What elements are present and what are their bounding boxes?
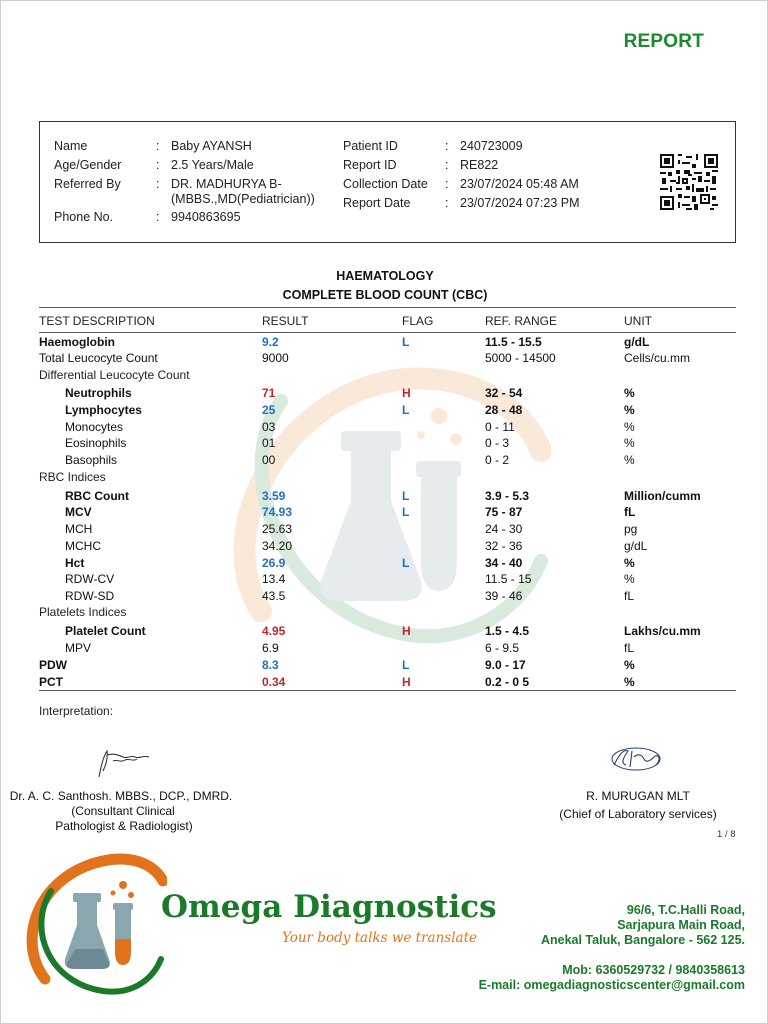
result-cell: 71	[262, 386, 276, 400]
test-title: COMPLETE BLOOD COUNT (CBC)	[282, 288, 488, 302]
result-cell: 4.95	[262, 624, 286, 638]
flag-cell: H	[402, 386, 411, 400]
test-description-cell: Hct	[65, 556, 85, 570]
header-bottom-rule	[39, 332, 736, 333]
signatory-left-title-1: (Consultant Clinical	[71, 804, 175, 818]
test-description-cell: Haemoglobin	[39, 335, 116, 349]
test-description-cell: MCHC	[65, 539, 101, 553]
unit-cell: Million/cumm	[624, 489, 701, 503]
result-cell: 26.9	[262, 556, 286, 570]
table-row	[1, 402, 768, 418]
test-description-cell: Platelet Count	[65, 624, 146, 638]
result-cell: 8.3	[262, 658, 279, 672]
report-date-label: Report Date	[343, 196, 411, 210]
phone-label: Phone No.	[54, 210, 114, 224]
test-description-cell: MCH	[65, 522, 93, 536]
reference-range-cell: 32 - 36	[485, 539, 523, 553]
contact-email: E-mail: omegadiagnosticscenter@gmail.com	[478, 978, 745, 992]
separator: :	[156, 177, 160, 191]
test-description-cell: RBC Count	[65, 489, 129, 503]
test-description-cell: RBC Indices	[39, 470, 106, 484]
result-cell: 01	[262, 436, 276, 450]
test-description-cell: RDW-SD	[65, 589, 115, 603]
test-description-cell: Total Leucocyte Count	[39, 351, 158, 365]
test-description-cell: Differential Leucocyte Count	[39, 368, 190, 382]
signature-right	[606, 743, 668, 775]
signatory-left-title-2: Pathologist & Radiologist)	[55, 819, 193, 833]
separator: :	[156, 139, 160, 153]
column-header-flag: FLAG	[402, 314, 434, 328]
result-cell: 9.2	[262, 335, 279, 349]
separator: :	[445, 196, 449, 210]
column-header-description: TEST DESCRIPTION	[39, 314, 155, 328]
result-cell: 9000	[262, 351, 289, 365]
report-id-value: RE822	[460, 158, 499, 172]
age-value: 2.5 Years/Male	[171, 158, 254, 172]
result-cell: 6.9	[262, 641, 279, 655]
reference-range-cell: 11.5 - 15	[485, 572, 532, 586]
table-top-rule	[39, 307, 736, 308]
result-cell: 25.63	[262, 522, 293, 536]
collection-date-value: 23/07/2024 05:48 AM	[460, 177, 579, 191]
flag-cell: L	[402, 489, 410, 503]
table-row	[1, 640, 768, 656]
test-description-cell: Lymphocytes	[65, 403, 142, 417]
report-label: REPORT	[623, 31, 704, 52]
table-row	[1, 623, 768, 639]
result-cell: 00	[262, 453, 276, 467]
unit-cell: fL	[624, 589, 635, 603]
age-label: Age/Gender	[54, 158, 122, 172]
unit-cell: pg	[624, 522, 638, 536]
unit-cell: %	[624, 675, 635, 689]
department-title: HAEMATOLOGY	[336, 269, 434, 283]
table-row	[1, 504, 768, 520]
reference-range-cell: 39 - 46	[485, 589, 523, 603]
table-group-row	[1, 469, 768, 485]
table-row	[1, 452, 768, 468]
table-group-row	[1, 367, 768, 383]
table-row	[1, 571, 768, 587]
address-line-1: 96/6, T.C.Halli Road,	[626, 903, 745, 917]
flag-cell: H	[402, 675, 411, 689]
table-bottom-rule	[39, 690, 736, 691]
referred-value-line2: (MBBS.,MD(Pediatrician))	[171, 192, 315, 206]
test-description-cell: Neutrophils	[65, 386, 132, 400]
reference-range-cell: 0 - 3	[485, 436, 510, 450]
test-description-cell: PDW	[39, 658, 67, 672]
unit-cell: %	[624, 436, 635, 450]
separator: :	[156, 210, 160, 224]
table-row	[1, 538, 768, 554]
reference-range-cell: 0 - 11	[485, 420, 515, 434]
flag-cell: L	[402, 335, 410, 349]
page-number: 1 / 8	[717, 829, 736, 840]
address-line-3: Anekal Taluk, Bangalore - 562 125.	[540, 933, 745, 947]
unit-cell: %	[624, 556, 635, 570]
table-group-row	[1, 604, 768, 620]
table-row	[1, 674, 768, 690]
phone-value: 9940863695	[171, 210, 241, 224]
flag-cell: L	[402, 658, 410, 672]
brand-tagline: Your body talks we translate	[282, 930, 477, 946]
result-cell: 34.20	[262, 539, 293, 553]
result-cell: 74.93	[262, 505, 293, 519]
table-row	[1, 588, 768, 604]
separator: :	[445, 139, 449, 153]
result-cell: 13.4	[262, 572, 286, 586]
test-description-cell: RDW-CV	[65, 572, 115, 586]
flag-cell: L	[402, 403, 410, 417]
reference-range-cell: 28 - 48	[485, 403, 523, 417]
collection-date-label: Collection Date	[343, 177, 428, 191]
unit-cell: fL	[624, 505, 636, 519]
patient-id-label: Patient ID	[343, 139, 398, 153]
unit-cell: %	[624, 386, 635, 400]
address-line-2: Sarjapura Main Road,	[617, 918, 745, 932]
result-cell: 0.34	[262, 675, 286, 689]
name-value: Baby AYANSH	[171, 139, 252, 153]
test-description-cell: Monocytes	[65, 420, 124, 434]
signature-left	[93, 745, 157, 781]
flag-cell: H	[402, 624, 411, 638]
unit-cell: g/dL	[624, 335, 650, 349]
column-header-unit: UNIT	[624, 314, 652, 328]
unit-cell: %	[624, 572, 635, 586]
reference-range-cell: 11.5 - 15.5	[485, 335, 542, 349]
reference-range-cell: 75 - 87	[485, 505, 523, 519]
table-row	[1, 350, 768, 366]
test-description-cell: PCT	[39, 675, 63, 689]
contact-mobile: Mob: 6360529732 / 9840358613	[562, 963, 745, 977]
test-description-cell: Eosinophils	[65, 436, 127, 450]
reference-range-cell: 0.2 - 0 5	[485, 675, 530, 689]
report-date-value: 23/07/2024 07:23 PM	[460, 196, 580, 210]
test-description-cell: MPV	[65, 641, 92, 655]
patient-id-value: 240723009	[460, 139, 523, 153]
patient-info-box	[39, 121, 736, 243]
table-row	[1, 419, 768, 435]
table-row	[1, 334, 768, 350]
signatory-left-name: Dr. A. C. Santhosh. MBBS., DCP., DMRD.	[9, 789, 233, 803]
signatory-right-title: (Chief of Laboratory services)	[559, 807, 717, 821]
table-row	[1, 521, 768, 537]
brand-name: Omega Diagnostics	[161, 889, 497, 925]
separator: :	[156, 158, 160, 172]
omega-logo-icon	[25, 851, 167, 997]
table-row	[1, 488, 768, 504]
unit-cell: %	[624, 403, 635, 417]
table-row	[1, 555, 768, 571]
table-row	[1, 657, 768, 673]
unit-cell: fL	[624, 641, 635, 655]
unit-cell: Lakhs/cu.mm	[624, 624, 701, 638]
reference-range-cell: 6 - 9.5	[485, 641, 520, 655]
column-header-result: RESULT	[262, 314, 309, 328]
column-header-range: REF. RANGE	[485, 314, 558, 328]
separator: :	[445, 158, 449, 172]
unit-cell: Cells/cu.mm	[624, 351, 691, 365]
test-description-cell: MCV	[65, 505, 92, 519]
reference-range-cell: 0 - 2	[485, 453, 510, 467]
flag-cell: L	[402, 556, 410, 570]
interpretation-label: Interpretation:	[39, 704, 114, 718]
result-cell: 03	[262, 420, 276, 434]
signatory-right-name: R. MURUGAN MLT	[586, 789, 690, 803]
flag-cell: L	[402, 505, 410, 519]
referred-label: Referred By	[54, 177, 121, 191]
test-description-cell: Platelets Indices	[39, 605, 127, 619]
name-label: Name	[54, 139, 88, 153]
unit-cell: %	[624, 658, 635, 672]
reference-range-cell: 24 - 30	[485, 522, 523, 536]
separator: :	[445, 177, 449, 191]
reference-range-cell: 34 - 40	[485, 556, 523, 570]
test-description-cell: Basophils	[65, 453, 118, 467]
result-cell: 25	[262, 403, 276, 417]
unit-cell: %	[624, 453, 635, 467]
table-row	[1, 385, 768, 401]
referred-value-line1: DR. MADHURYA B-	[171, 177, 282, 191]
reference-range-cell: 5000 - 14500	[485, 351, 556, 365]
unit-cell: g/dL	[624, 539, 648, 553]
reference-range-cell: 1.5 - 4.5	[485, 624, 530, 638]
result-cell: 3.59	[262, 489, 286, 503]
reference-range-cell: 9.0 - 17	[485, 658, 526, 672]
report-id-label: Report ID	[343, 158, 397, 172]
table-row	[1, 435, 768, 451]
result-cell: 43.5	[262, 589, 286, 603]
unit-cell: %	[624, 420, 635, 434]
qr-code-icon	[660, 154, 718, 210]
reference-range-cell: 32 - 54	[485, 386, 523, 400]
reference-range-cell: 3.9 - 5.3	[485, 489, 530, 503]
